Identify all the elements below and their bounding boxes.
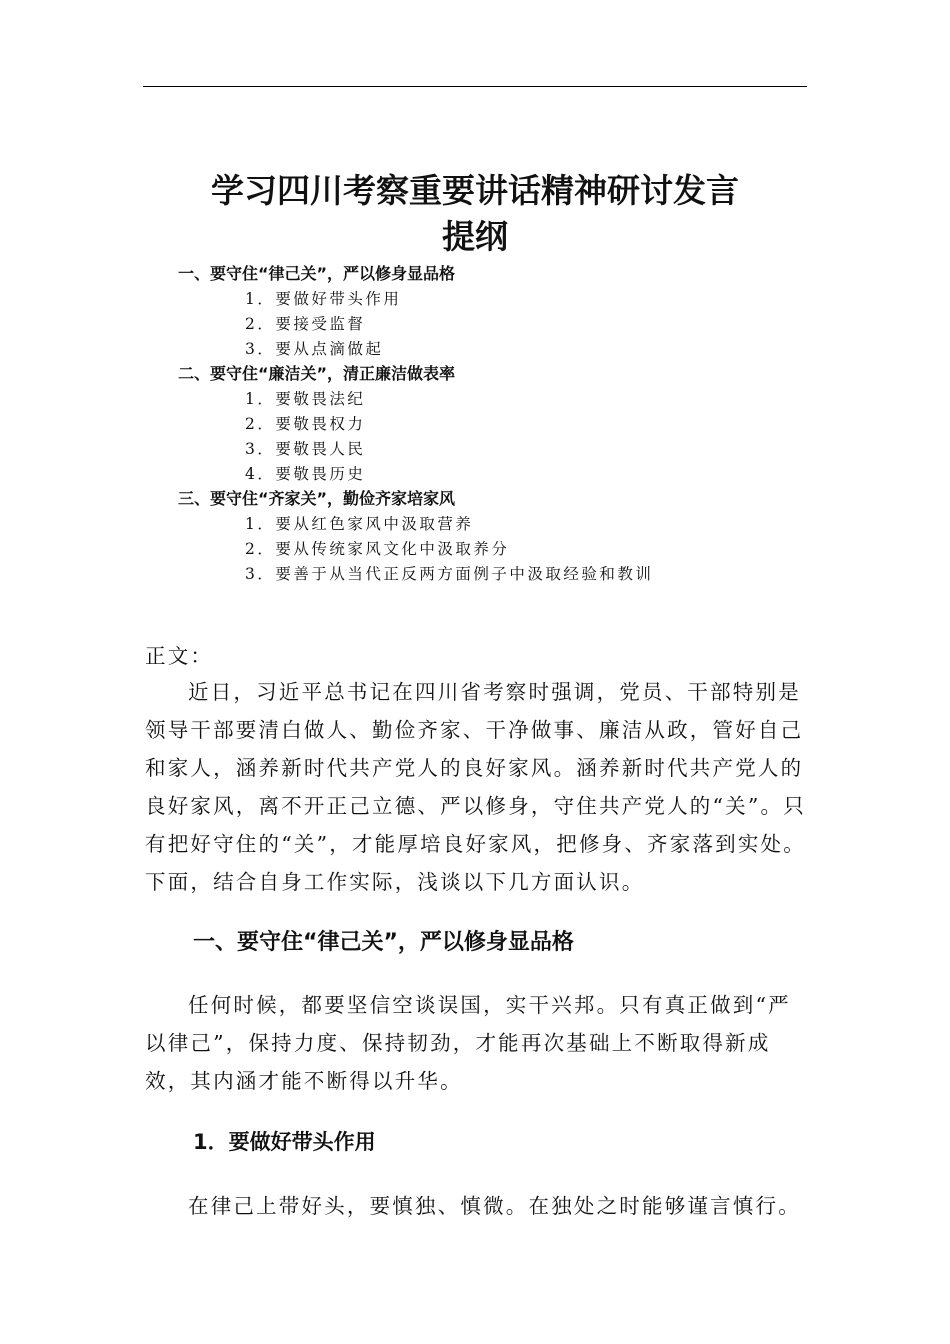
intro-paragraph: 近日，习近平总书记在四川省考察时强调，党员、干部特别是领导干部要清白做人、勤俭齐家、干净做事、廉洁从政，管好自己和家人，涵养新时代共产党人的良好家风。涵养新时代共产党人的良好家风，离不开正己立德、严以修身，守住共产党人的“关”。只有把好守住的“关”，才能厚培良好家风，把修身、齐家落到实处。下面，结合自身工作实际，浅谈以下几方面认识。	[145, 680, 806, 894]
section-paragraph: 任何时候，都要坚信空谈误国，实干兴邦。只有真正做到“严以律己”，保持力度、保持韧劲，才能再次基础上不断取得新成效，其内涵才能不断得以升华。	[145, 993, 791, 1093]
outline-heading-1: 一、要守住“律己关”，严以修身显品格	[178, 264, 456, 283]
body-label: 正文：	[145, 644, 214, 668]
section-heading: 一、要守住“律己关”，严以修身显品格	[193, 930, 574, 955]
outline-heading-2: 二、要守住“廉洁关”，清正廉洁做表率	[178, 364, 456, 383]
outline-item: 4．要敬畏历史	[245, 465, 366, 483]
outline-item: 3．要善于从当代正反两方面例子中汲取经验和教训	[245, 565, 654, 583]
header-rule	[143, 86, 807, 87]
outline-item: 2．要敬畏权力	[245, 415, 366, 433]
outline-item: 2．要从传统家风文化中汲取养分	[245, 540, 510, 558]
document-title-continued: 提纲	[442, 217, 508, 256]
outline-heading-3: 三、要守住“齐家关”，勤俭齐家培家风	[178, 489, 456, 508]
document-title: 学习四川考察重要讲话精神研讨发言	[211, 171, 739, 210]
outline-item: 3．要敬畏人民	[245, 440, 366, 458]
outline-item: 1．要做好带头作用	[245, 290, 402, 308]
outline-item: 3．要从点滴做起	[245, 340, 384, 358]
outline-item: 2．要接受监督	[245, 315, 366, 333]
subsection-heading: 1．要做好带头作用	[193, 1130, 376, 1154]
subsection-paragraph: 在律己上带好头，要慎独、慎微。在独处之时能够谨言慎行。	[188, 1194, 801, 1218]
outline-item: 1．要敬畏法纪	[245, 390, 366, 408]
outline-item: 1．要从红色家风中汲取营养	[245, 515, 474, 533]
